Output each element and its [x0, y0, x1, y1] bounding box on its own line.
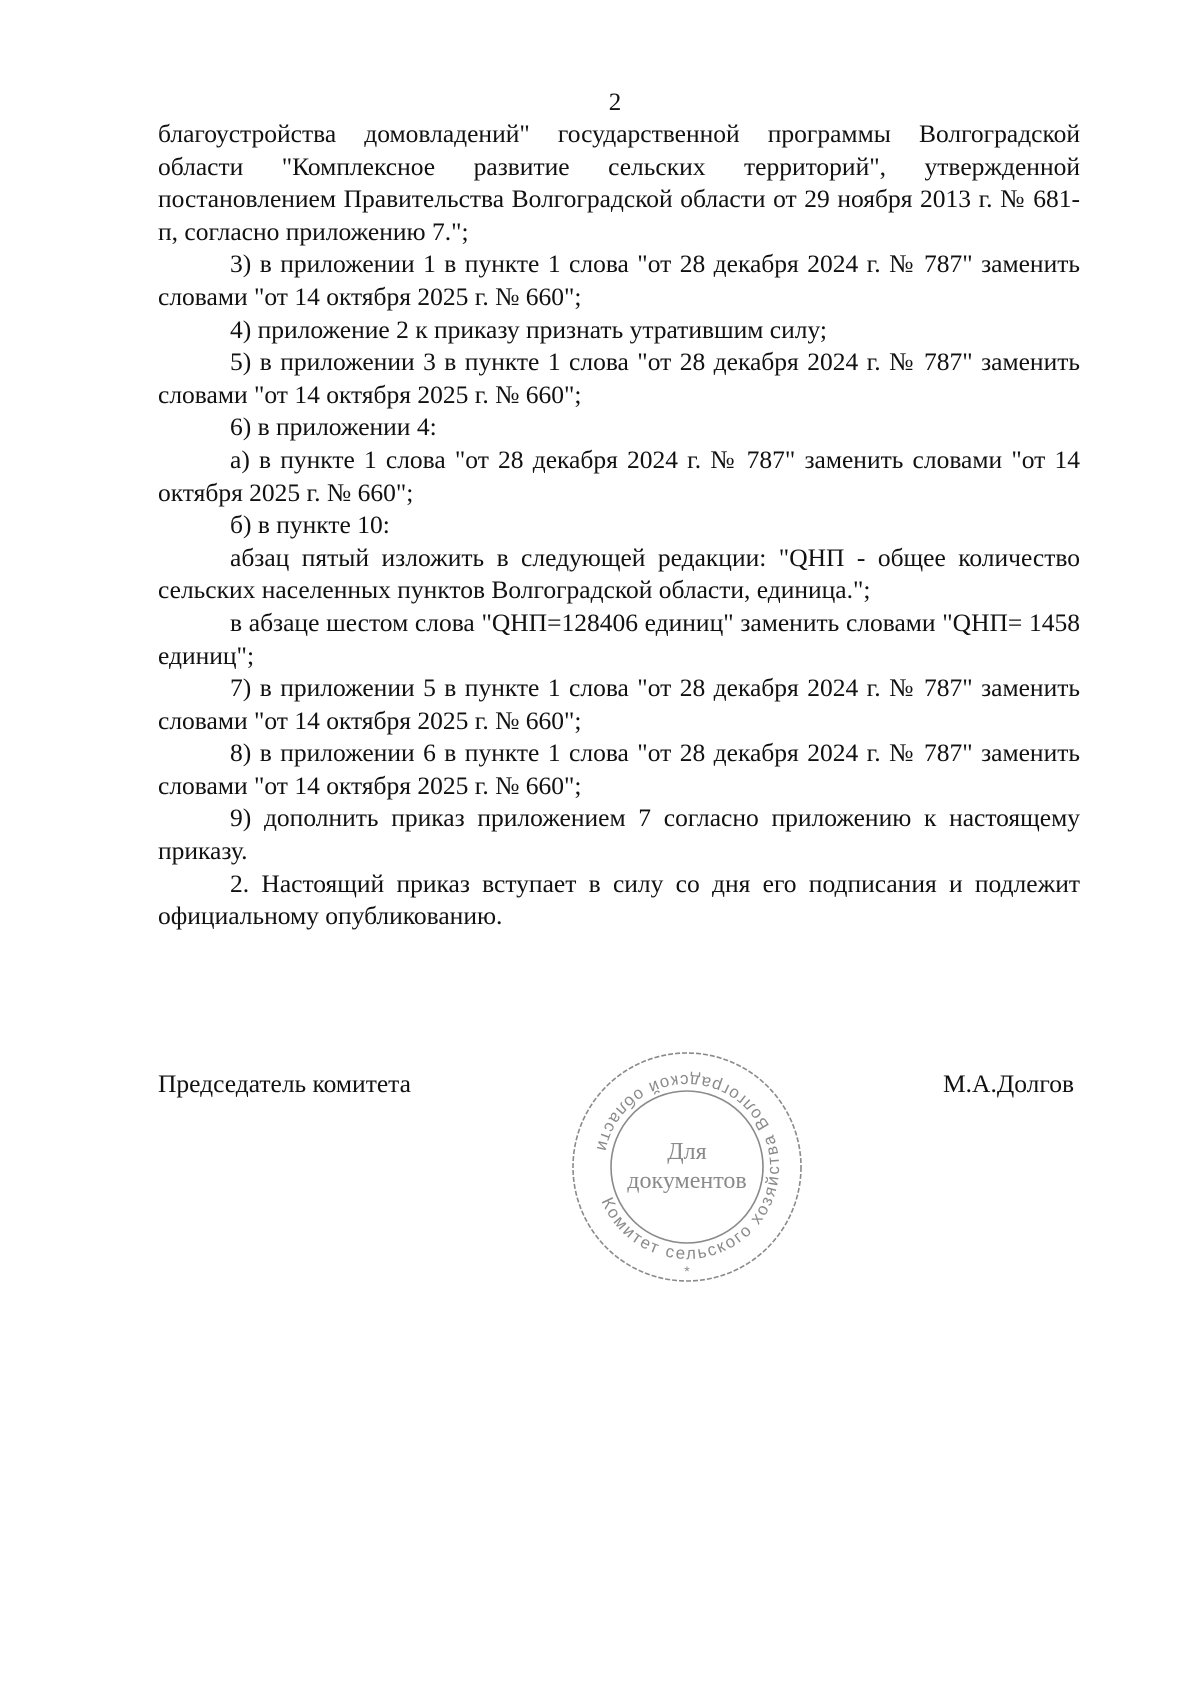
- paragraph: 4) приложение 2 к приказу признать утратившим силу;: [230, 314, 827, 344]
- paragraph: 7) в приложении 5 в пункте 1 слова "от 28 декабря 2024 г. № 787" заменить словами "от 14 октября 2025 г. № 660";: [158, 673, 1080, 735]
- paragraph: б) в пункте 10:: [230, 510, 390, 540]
- seal-ring-textpath: Комитет сельского хозяйства Волгоградской области: [592, 1070, 784, 1264]
- paragraph: 6) в приложении 4:: [230, 412, 437, 442]
- paragraph: 2. Настоящий приказ вступает в силу со дня его подписания и подлежит официальному опубликованию.: [158, 868, 1080, 931]
- seal-inner-ring: [611, 1091, 763, 1243]
- paragraph: а) в пункте 1 слова "от 28 декабря 2024 г. № 787" заменить словами "от 14 октября 2025 г. № 660";: [158, 444, 1080, 507]
- signatory-position: Председатель комитета: [158, 1069, 411, 1098]
- paragraph: 5) в приложении 3 в пункте 1 слова "от 28 декабря 2024 г. № 787" заменить словами "от 14 октября 2025 г. № 660";: [158, 347, 1080, 409]
- official-seal: [562, 1042, 812, 1292]
- paragraph: благоустройства домовладений" государственной программы Волгоградской области "Комплексное развитие сельских территорий", утвержденной постановлением Правительства Волгоградской области от 29 ноября 2013 г. № 681-п, согласно приложению 7.";: [158, 119, 1080, 246]
- paragraph: 9) дополнить приказ приложением 7 согласно приложению к настоящему приказу.: [158, 803, 1080, 866]
- document-body: [158, 118, 1080, 933]
- page-number: 2: [608, 89, 622, 116]
- seal-ring-text: [592, 1071, 783, 1263]
- seal-star-icon: *: [684, 1263, 690, 1279]
- seal-center-line1: Для: [667, 1139, 707, 1165]
- seal-center-line2: документов: [627, 1168, 747, 1194]
- paragraph: в абзаце шестом слова "QНП=128406 единиц" заменить словами "QНП= 1458 единиц";: [158, 607, 1080, 670]
- signatory-name: М.А.Долгов: [943, 1069, 1074, 1098]
- paragraph: абзац пятый изложить в следующей редакции: "QНП - общее количество сельских населенных пунктов Волгоградской области, единица.";: [158, 542, 1080, 605]
- paragraph: 8) в приложении 6 в пункте 1 слова "от 28 декабря 2024 г. № 787" заменить словами "от 14 октября 2025 г. № 660";: [158, 738, 1080, 800]
- paragraph: 3) в приложении 1 в пункте 1 слова "от 28 декабря 2024 г. № 787" заменить словами "от 14 октября 2025 г. № 660";: [158, 249, 1080, 311]
